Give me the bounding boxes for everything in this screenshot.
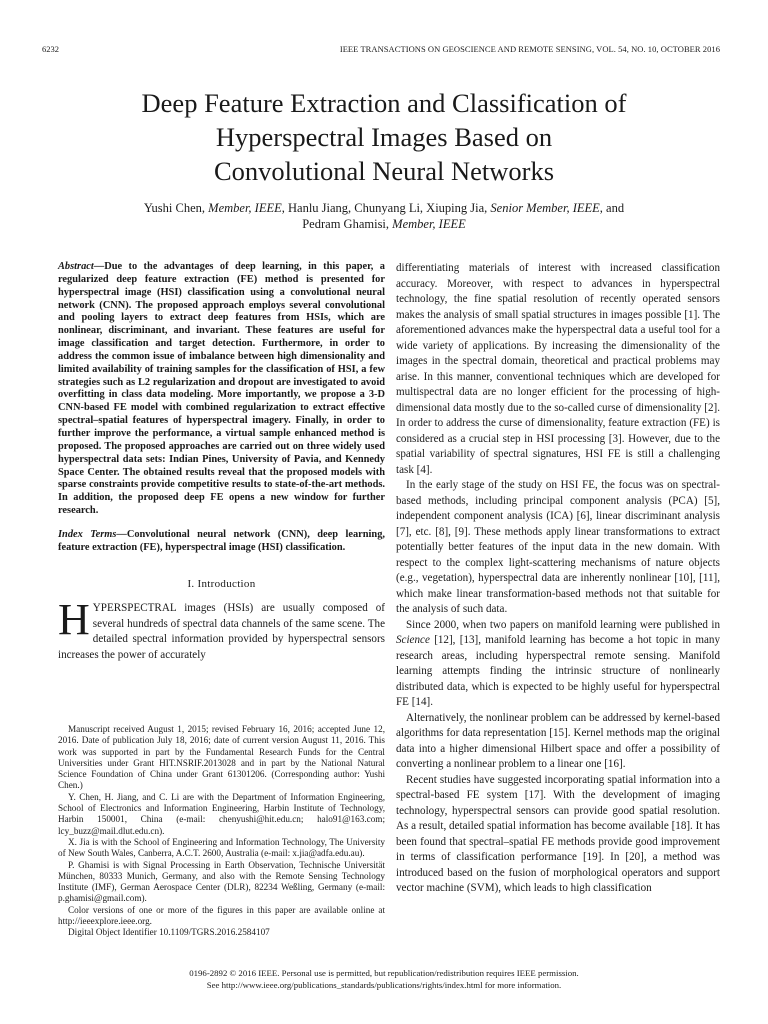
author-line-1 (40, 200, 728, 216)
footnote-affiliation-ghamisi: P. Ghamisi is with Signal Processing in Earth Observation, Technische Universität München, 80333 Munich, Germany, and also with the Remote Sensing Technology Institute (IMF), German Aerospace Center (DLR), 82234 Weßling, Germany (e-mail: p.ghamisi@gmail.com). (58, 859, 385, 904)
rights-link-line: See http://www.ieee.org/publications_standards/publications/rights/index.html for more information. (206, 979, 562, 990)
body-paragraph (396, 618, 720, 711)
index-terms-text: —Convolutional neural network (CNN), deep learning, feature extraction (FE), hyperspectral image (HSI) classification. (58, 528, 385, 553)
body-paragraph: Recent studies have suggested incorporating spatial information into a spectral-based FE system [17]. With the development of imaging technology, hyperspectral sensors can provide good spatial resolution. As a result, detailed spatial information has become available [18]. It has been found that spectral–spatial FE methods provide good improvement in terms of classification performance [19]. In [20], a method was introduced based on the fusion of morphological operators and support vector machine (SVM), which leads to high classification (396, 773, 720, 894)
title-line-1: Deep Feature Extraction and Classification of (141, 88, 627, 118)
author-line-2 (40, 216, 728, 232)
author-names: , Hanlu Jiang, Chunyang Li, Xiuping Jia, (281, 201, 488, 215)
title-line-2: Hyperspectral Images Based on (215, 122, 553, 152)
body-paragraph: differentiating materials of interest with increased classification accuracy. Moreover, with respect to advances in hyperspectral technology, the fine spatial resolution of recently operated sensors makes the analysis of small spatial structures in images possible [1]. The aforementioned advances make the hyperspectral data a useful tool for a wide variety of applications. By increasing the dimensionality of the images in the spectral domain, theoretical and practical problems may arise. In this manner, conventional techniques which are developed for multispectral data are no longer efficient for the processing of high-dimensional data mostly due to the so-called curse of dimensionality [2]. In order to address the curse of dimensionality, feature extraction (FE) is considered as a crucial step in HSI processing [3]. However, due to the spatial variability of spectral signatures, HSI FE is still a challenging task [4]. (396, 262, 720, 476)
footnote-doi: Digital Object Identifier 10.1109/TGRS.2016.2584107 (68, 927, 270, 938)
footnote-affiliation-chen: Y. Chen, H. Jiang, and C. Li are with the Department of Information Engineering, School of Electronics and Information Engineering, Harbin Institute of Technology, Harbin 150001, China (e-mail: chenyushi@hit.edu.cn; halo91@163.com; lcy_buzz@mail.dlut.edu.cn). (58, 791, 385, 836)
index-terms-label: Index Terms (58, 528, 117, 540)
body-paragraph: Alternatively, the nonlinear problem can be addressed by kernel-based algorithms for data representation [15]. Kernel methods map the original data into a higher dimensional Hilbert space and offer a possibility of converting a nonlinear problem to a linear one [16]. (396, 711, 720, 770)
author-conjunction: , and (599, 201, 625, 215)
left-column (58, 261, 385, 663)
paper-title (40, 86, 728, 188)
author-list (40, 200, 728, 232)
intro-paragraph (58, 595, 385, 663)
page-number: 6232 (42, 44, 59, 54)
running-header: IEEE TRANSACTIONS ON GEOSCIENCE AND REMOTE SENSING, VOL. 54, NO. 10, OCTOBER 2016 (339, 44, 720, 54)
author-grade: Member, IEEE (392, 217, 466, 231)
copyright-line: 0196-2892 © 2016 IEEE. Personal use is permitted, but republication/redistribution requires IEEE permission. (189, 968, 579, 978)
text-span: [12], [13], manifold learning has become a hot topic in many research areas, including hyperspectral remote sensing. Manifold learning attempts finding the intrinsic structure of nonlinearly distributed data, which is expected to be highly useful for hyperspectral FE [14]. (396, 634, 720, 708)
intro-text: YPERSPECTRAL images (HSIs) are usually composed of several hundreds of spectral data channels of the same scene. The detailed spectral information provided by hyperspectral sensors increases the power of accurately (58, 602, 385, 661)
abstract-text: —Due to the advantages of deep learning, in this paper, a regularized deep feature extraction (FE) method is presented for hyperspectral image (HSI) classification using a convolutional neural network (CNN). The proposed approach employs several convolutional and pooling layers to extract deep features from HSIs, which are nonlinear, discriminant, and invariant. These features are useful for image classification and target detection. Furthermore, in order to address the common issue of imbalance between high dimensionality and limited availability of training samples for the classification of HSI, a few strategies such as L2 regularization and dropout are investigated to avoid overfitting in class data modeling. More importantly, we propose a 3-D CNN-based FE model with combined regularization to extract effective spectral–spatial features of hyperspectral imagery. Finally, in order to further improve the performance, a virtual sample enhanced method is proposed. The proposed approaches are carried out on three widely used hyperspectral data sets: Indian Pines, University of Pavia, and Kennedy Space Center. The obtained results reveal that the proposed models with sparse constraints provide competitive results to state-of-the-art methods. In addition, the proposed deep FE opens a new window for further research. (58, 261, 385, 517)
abstract (58, 261, 385, 518)
section-heading: I. Introduction (187, 577, 256, 590)
right-column (396, 261, 720, 897)
author-chen: Yushi Chen, (143, 201, 206, 215)
footnote-manuscript: Manuscript received August 1, 2015; revised February 16, 2016; accepted June 12, 2016. Date of publication July 18, 2016; date of current version August 11, 2016. This work was supported in part by the Fundamental Research Funds for the Central Universities under Grant HIT.NSRIF.2013028 and in part by the National Natural Science Foundation of China under Grant 61301206. (Corresponding author: Yushi Chen.) (58, 724, 385, 791)
text-span: Since 2000, when two papers on manifold learning were published in (406, 618, 720, 631)
title-line-3: Convolutional Neural Networks (213, 156, 555, 186)
body-paragraph: In the early stage of the study on HSI FE, the focus was on spectral-based methods, including principal component analysis (PCA) [5], independent component analysis (ICA) [6], linear discriminant analysis [7], etc. [8], [9]. These methods apply linear transformations to extract potentially better features of the input data in the new domain. With respect to the complex light-scattering mechanisms of nature objects (e.g., vegetation), hyperspectral data are inherently nonlinear [10], [11], which make linear transformation-based methods not that suitable for the analysis of such data. (396, 479, 720, 615)
footnotes (58, 724, 385, 939)
footnote-affiliation-jia: X. Jia is with the School of Engineering and Information Technology, The University of New South Wales, Canberra, A.C.T. 2600, Australia (e-mail: x.jia@adfa.edu.au). (58, 836, 385, 859)
author-grade: Member, IEEE (208, 201, 282, 215)
author-grade: Senior Member, IEEE (490, 201, 600, 215)
author-ghamisi: Pedram Ghamisi, (302, 217, 390, 231)
drop-cap: H (58, 595, 90, 645)
journal-name: Science (396, 634, 430, 646)
abstract-label: Abstract (58, 261, 94, 272)
footnote-color-versions: Color versions of one or more of the figures in this paper are available online at http://ieeexplore.ieee.org. (58, 904, 385, 927)
copyright-footer (0, 968, 768, 991)
index-terms (58, 529, 385, 555)
